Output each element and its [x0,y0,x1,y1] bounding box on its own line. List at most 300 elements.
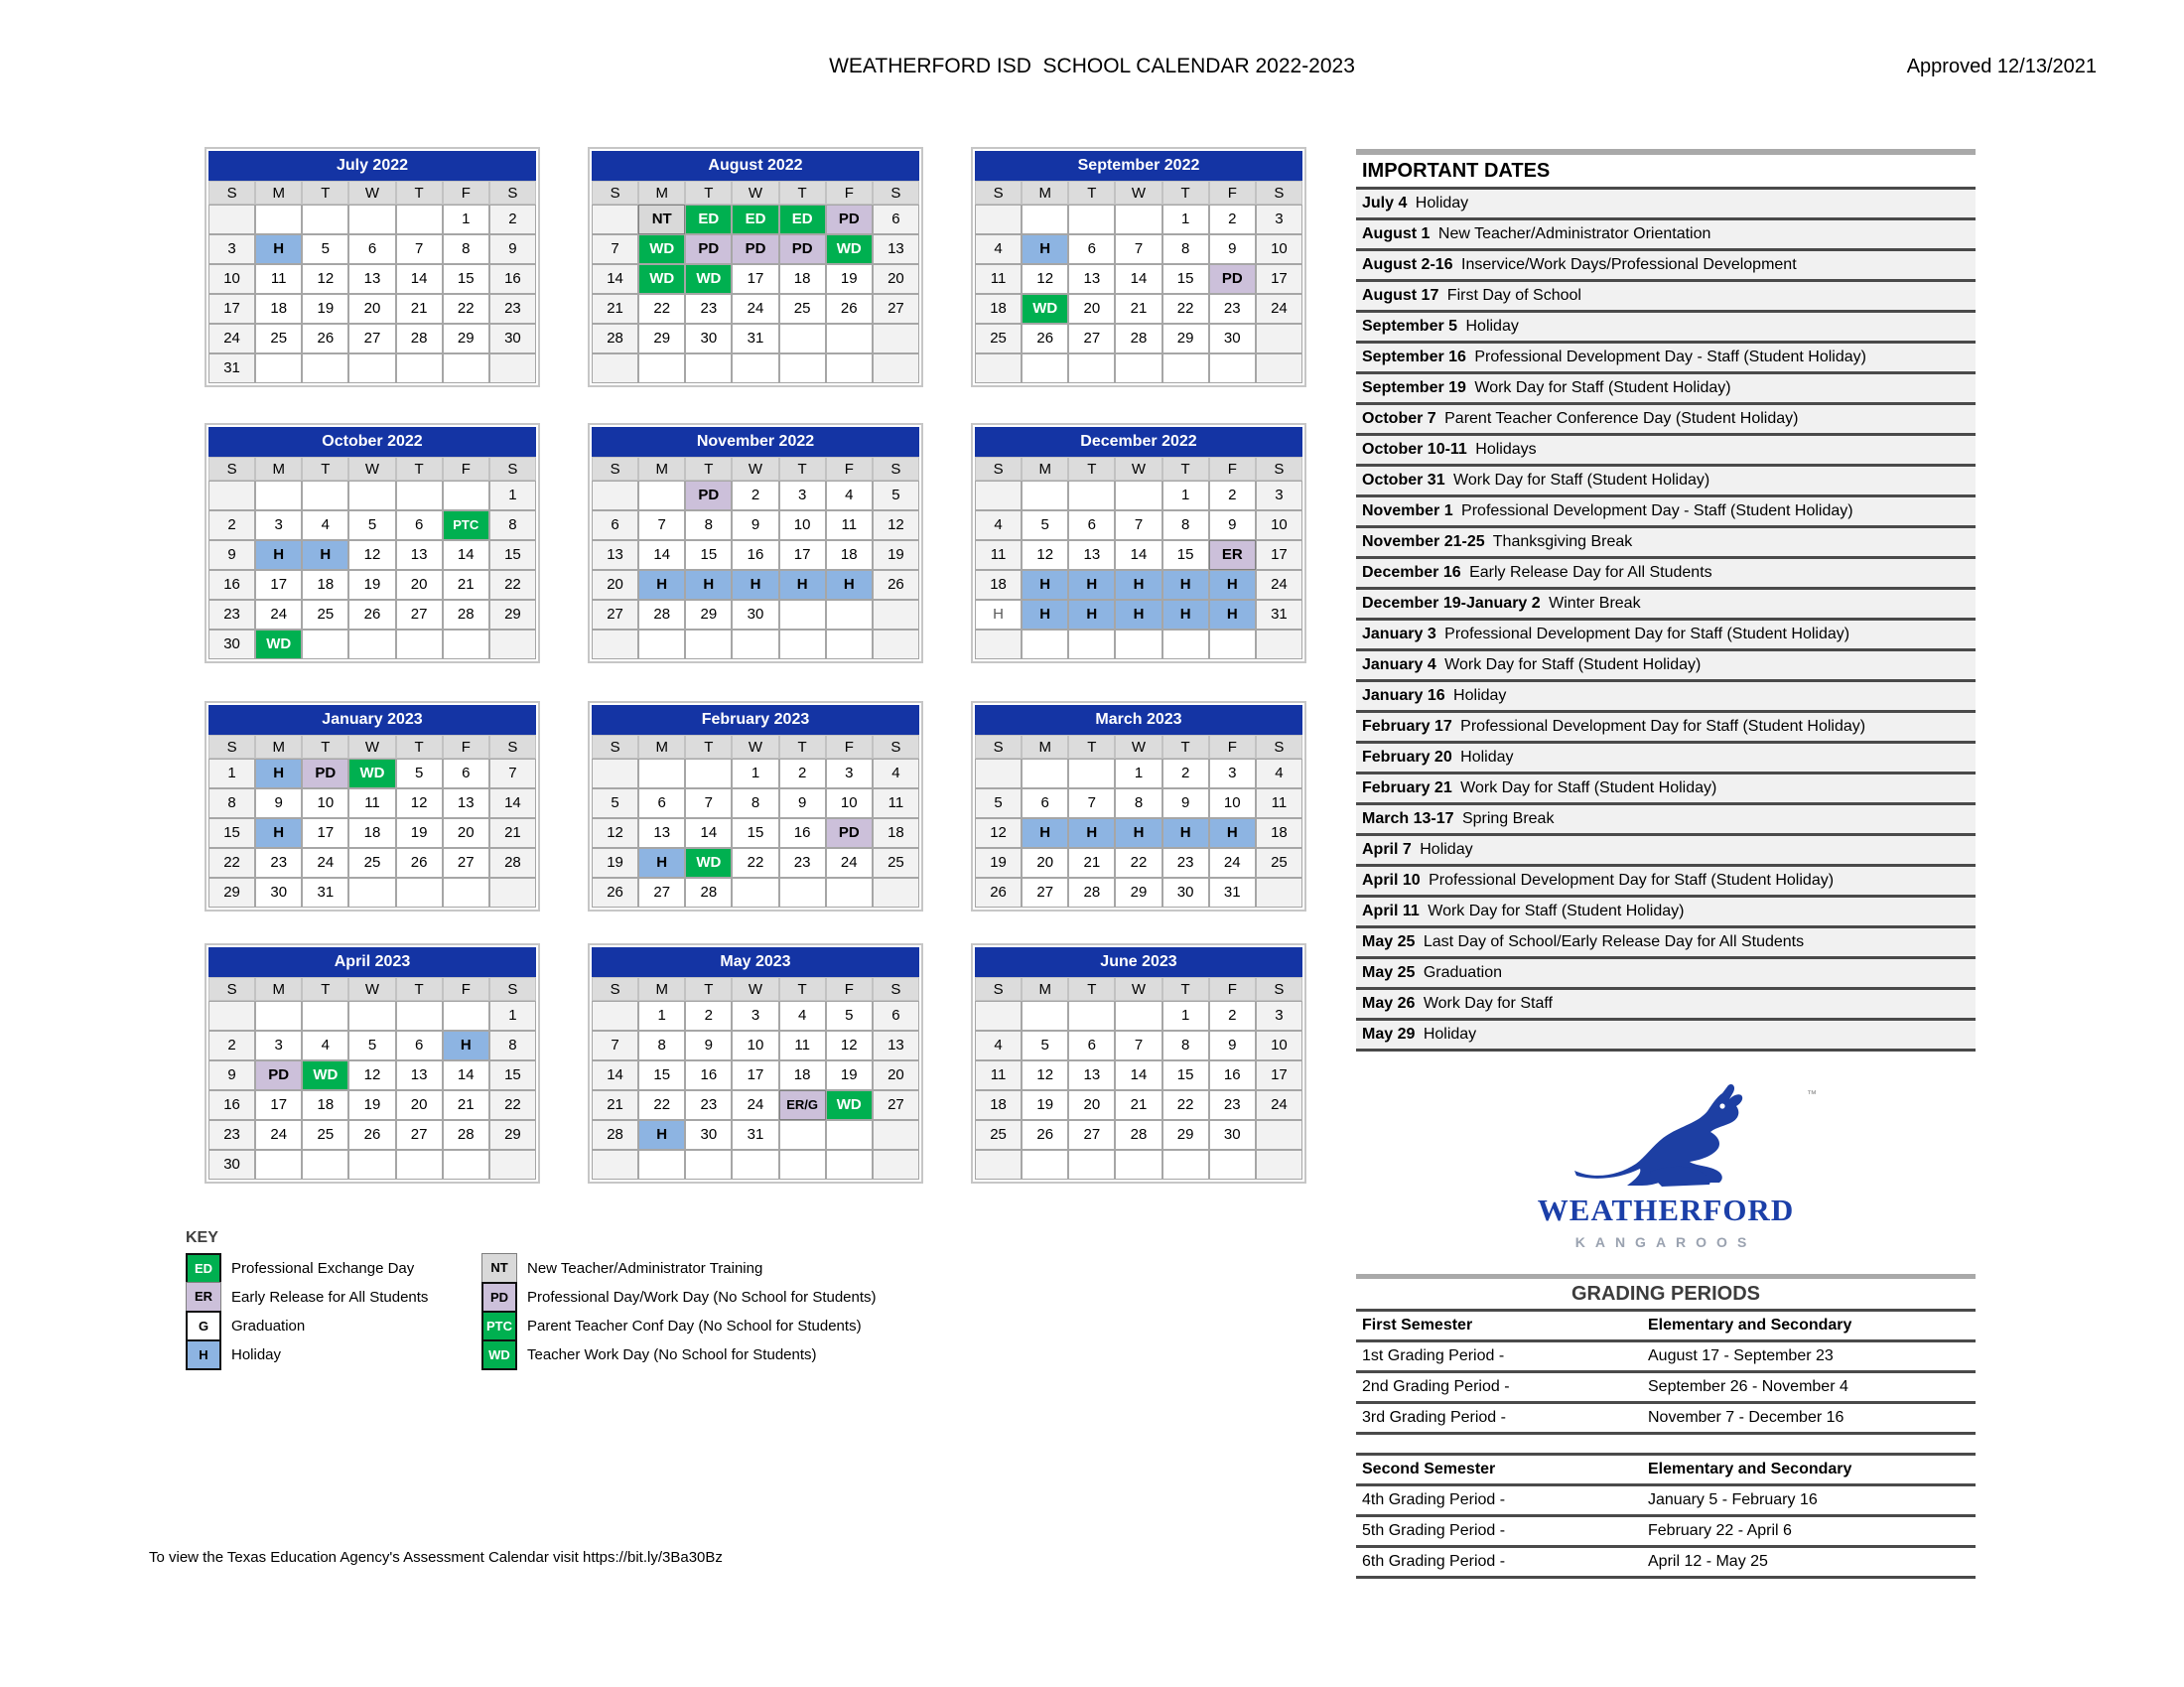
day-cell: 28 [489,848,536,878]
day-cell: ER [1209,540,1256,570]
important-date-row: May 25 Last Day of School/Early Release Day for All Students [1356,925,1976,956]
day-cell [1256,353,1302,383]
day-cell: 3 [1256,205,1302,234]
day-cell: 12 [302,264,348,294]
day-header-cell: W [732,181,778,205]
day-cell: 15 [208,818,255,848]
day-cell: 4 [975,510,1022,540]
day-cell: H [1068,570,1115,600]
day-cell: 28 [1068,878,1115,908]
important-dates-title: IMPORTANT DATES [1356,155,1976,187]
day-cell: 7 [1115,234,1161,264]
day-cell [1162,1150,1209,1180]
day-cell: 10 [1256,1031,1302,1060]
day-cell [443,1150,489,1180]
day-cell: 6 [1068,1031,1115,1060]
day-cell: 24 [826,848,873,878]
day-cell: 1 [489,1001,536,1031]
day-header-cell: M [638,977,685,1001]
day-cell [873,630,919,659]
day-cell: 3 [779,481,826,510]
day-cell: H [1022,234,1068,264]
day-header-cell: S [975,977,1022,1001]
day-cell: H [638,1120,685,1150]
important-date-row: August 1 New Teacher/Administrator Orientation [1356,217,1976,248]
day-cell: 20 [873,1060,919,1090]
day-cell: 13 [1068,1060,1115,1090]
day-cell: 28 [1115,324,1161,353]
day-cell [443,481,489,510]
day-cell: 30 [732,600,778,630]
day-cell: 8 [732,788,778,818]
day-cell: 29 [1115,878,1161,908]
day-cell: 12 [1022,1060,1068,1090]
day-cell: 9 [685,1031,732,1060]
day-cell: 11 [873,788,919,818]
day-cell [302,205,348,234]
important-date-row: October 31 Work Day for Staff (Student Holiday) [1356,464,1976,494]
day-cell: 19 [302,294,348,324]
day-cell: 1 [1162,1001,1209,1031]
day-cell [826,878,873,908]
day-header-cell: S [873,457,919,481]
day-cell: 26 [975,878,1022,908]
day-cell [396,1001,443,1031]
day-cell: 13 [348,264,395,294]
day-cell: 2 [1209,1001,1256,1031]
day-header-cell: S [592,977,638,1001]
day-cell: 3 [1209,759,1256,788]
day-cell [1209,353,1256,383]
key-item-nt [481,1253,877,1284]
day-cell: 20 [396,570,443,600]
day-cell: 30 [208,1150,255,1180]
day-cell: 29 [443,324,489,353]
day-header-cell: S [975,181,1022,205]
day-cell: 16 [208,570,255,600]
day-cell: 24 [732,294,778,324]
day-cell: 30 [1209,1120,1256,1150]
day-cell [489,353,536,383]
day-cell [1115,1150,1161,1180]
day-header-cell: S [873,735,919,759]
calendar-november-2022 [588,423,923,663]
day-cell: 11 [975,264,1022,294]
key-item-g [186,1311,481,1341]
day-cell: 1 [1115,759,1161,788]
day-cell [396,878,443,908]
day-cell: 7 [592,234,638,264]
calendar-row [205,147,1312,387]
calendar-day-grid [208,1001,536,1180]
grading-period-label: 1st Grading Period - [1362,1347,1505,1364]
day-header-cell: S [873,977,919,1001]
key-label: Teacher Work Day (No School for Students) [527,1346,817,1363]
day-cell: 19 [348,570,395,600]
day-cell: H [732,570,778,600]
day-cell: 6 [1022,788,1068,818]
day-cell: WD [255,630,302,659]
calendar-day-grid [975,205,1302,383]
day-cell: 13 [592,540,638,570]
day-header-cell: F [443,457,489,481]
day-cell: 23 [1209,294,1256,324]
day-cell: 24 [1256,570,1302,600]
key-column-left [186,1255,481,1370]
day-cell: 14 [489,788,536,818]
day-cell: 9 [208,540,255,570]
day-header-cell: T [302,977,348,1001]
key-label: Holiday [231,1346,282,1363]
day-cell: 10 [732,1031,778,1060]
day-cell: H [1022,600,1068,630]
calendar-august-2022 [588,147,923,387]
day-cell: 17 [255,570,302,600]
day-cell: 18 [826,540,873,570]
day-cell: 13 [1068,264,1115,294]
calendar-day-grid [975,1001,1302,1180]
day-cell: WD [348,759,395,788]
day-cell [1115,1001,1161,1031]
day-cell: WD [638,264,685,294]
day-cell: 30 [685,324,732,353]
day-cell: 29 [489,600,536,630]
key-legend [186,1229,877,1370]
day-header-cell: W [1115,181,1161,205]
day-cell: 8 [443,234,489,264]
day-cell: H [1068,600,1115,630]
day-header-cell: S [592,181,638,205]
day-header-cell: T [779,977,826,1001]
day-cell: 8 [1162,234,1209,264]
day-header-cell: S [975,735,1022,759]
day-cell: 6 [443,759,489,788]
day-cell [348,353,395,383]
important-date-row: May 26 Work Day for Staff [1356,987,1976,1018]
day-header-cell: S [1256,735,1302,759]
grading-period-label: 3rd Grading Period - [1362,1409,1506,1426]
day-cell: WD [826,1090,873,1120]
day-cell: 9 [208,1060,255,1090]
day-cell: 1 [1162,481,1209,510]
day-cell: 8 [685,510,732,540]
day-cell: 29 [685,600,732,630]
key-swatch-er: ER [186,1282,221,1313]
day-cell: WD [1022,294,1068,324]
day-cell: PD [302,759,348,788]
day-cell: 5 [348,510,395,540]
calendar-june-2023 [971,943,1306,1184]
day-header-cell: T [1162,457,1209,481]
day-cell: 31 [732,324,778,353]
day-cell: 19 [592,848,638,878]
calendar-month-title: February 2023 [592,705,919,735]
day-cell: 4 [873,759,919,788]
day-cell: 19 [873,540,919,570]
day-cell [638,1150,685,1180]
day-cell: 6 [396,510,443,540]
calendar-month-title: May 2023 [592,947,919,977]
day-cell: 15 [1162,1060,1209,1090]
day-cell: 4 [1256,759,1302,788]
day-cell: 24 [255,600,302,630]
day-header-cell: T [685,457,732,481]
day-cell: 9 [489,234,536,264]
day-cell: 21 [443,1090,489,1120]
day-cell [826,600,873,630]
day-header-cell: S [1256,181,1302,205]
day-cell: 19 [348,1090,395,1120]
day-header-cell: F [1209,181,1256,205]
day-cell [1068,481,1115,510]
day-cell: 13 [1068,540,1115,570]
day-cell: 20 [1022,848,1068,878]
day-cell: 6 [873,205,919,234]
day-header-cell: T [1162,977,1209,1001]
day-cell [255,1001,302,1031]
day-cell: 27 [592,600,638,630]
day-cell: H [1115,818,1161,848]
day-cell: 23 [779,848,826,878]
day-header-cell: F [443,735,489,759]
day-cell: 17 [1256,264,1302,294]
important-date-row: May 25 Graduation [1356,956,1976,987]
day-cell: 28 [638,600,685,630]
day-cell: 21 [443,570,489,600]
day-cell: 31 [732,1120,778,1150]
day-cell [779,630,826,659]
calendar-day-grid [975,481,1302,659]
day-cell [302,1001,348,1031]
day-cell: 4 [975,234,1022,264]
semester-column-header: Elementary and Secondary [1648,1461,1852,1477]
day-cell: PD [826,205,873,234]
day-cell: 16 [779,818,826,848]
day-cell: 22 [1162,1090,1209,1120]
day-cell: H [638,848,685,878]
day-cell [779,1150,826,1180]
day-cell: 28 [685,878,732,908]
day-cell: 5 [873,481,919,510]
calendar-day-headers [208,181,536,205]
day-cell: WD [638,234,685,264]
day-cell [592,353,638,383]
day-cell: H [1209,818,1256,848]
calendar-day-headers [208,735,536,759]
grading-period-row [1356,1373,1976,1404]
day-header-cell: M [1022,735,1068,759]
day-cell [1022,481,1068,510]
day-cell: 23 [1209,1090,1256,1120]
day-cell: 15 [489,540,536,570]
day-cell: 22 [1115,848,1161,878]
day-cell: 28 [396,324,443,353]
calendar-day-grid [592,1001,919,1180]
day-header-cell: S [1256,977,1302,1001]
day-cell [685,759,732,788]
day-cell: 22 [1162,294,1209,324]
day-cell: 3 [732,1001,778,1031]
day-header-cell: M [255,735,302,759]
day-cell: 30 [208,630,255,659]
day-cell: 12 [873,510,919,540]
day-cell [826,630,873,659]
day-cell: 24 [302,848,348,878]
day-cell [348,1001,395,1031]
key-item-ed [186,1253,481,1284]
day-cell: 15 [489,1060,536,1090]
day-cell [1022,1001,1068,1031]
day-cell [873,1120,919,1150]
day-cell: 7 [1115,1031,1161,1060]
day-cell: 11 [826,510,873,540]
day-cell: 21 [592,1090,638,1120]
day-cell [1022,759,1068,788]
day-cell: 29 [1162,1120,1209,1150]
day-cell: 17 [779,540,826,570]
day-header-cell: T [302,181,348,205]
day-cell: 14 [592,264,638,294]
day-cell: 1 [638,1001,685,1031]
important-date-row: January 16 Holiday [1356,679,1976,710]
day-header-cell: F [1209,977,1256,1001]
day-cell: H [638,570,685,600]
calendar-may-2023 [588,943,923,1184]
day-cell: 30 [1209,324,1256,353]
day-cell [489,878,536,908]
important-date-row: September 16 Professional Development Day - Staff (Student Holiday) [1356,341,1976,371]
day-cell: 3 [1256,1001,1302,1031]
day-cell: 24 [208,324,255,353]
day-cell [1068,205,1115,234]
day-cell: 5 [1022,510,1068,540]
day-cell: 21 [489,818,536,848]
important-date-row: September 5 Holiday [1356,310,1976,341]
day-cell: H [255,234,302,264]
day-header-cell: T [396,977,443,1001]
day-cell: 10 [1209,788,1256,818]
day-cell: 3 [1256,481,1302,510]
key-label: Parent Teacher Conf Day (No School for Students) [527,1318,862,1335]
calendar-day-headers [975,457,1302,481]
day-header-cell: S [1256,457,1302,481]
key-item-er [186,1282,481,1313]
key-label: Early Release for All Students [231,1289,429,1306]
grading-period-range: February 22 - April 6 [1648,1522,1792,1539]
day-cell: 2 [1209,205,1256,234]
day-cell: WD [685,264,732,294]
day-cell: 23 [685,1090,732,1120]
important-date-row: March 13-17 Spring Break [1356,802,1976,833]
day-cell: 20 [1068,294,1115,324]
day-cell: PD [255,1060,302,1090]
day-cell [208,205,255,234]
day-cell: 22 [732,848,778,878]
day-cell: 25 [348,848,395,878]
day-cell: 6 [396,1031,443,1060]
day-cell: 27 [873,1090,919,1120]
day-cell: 27 [873,294,919,324]
grading-period-range: November 7 - December 16 [1648,1409,1844,1426]
day-cell: 5 [826,1001,873,1031]
important-dates-list [1356,187,1976,1049]
day-cell [489,630,536,659]
day-cell: H [1022,570,1068,600]
day-cell: 17 [732,264,778,294]
day-cell [592,481,638,510]
calendar-day-headers [208,977,536,1001]
day-header-cell: F [1209,735,1256,759]
day-cell: 2 [489,205,536,234]
day-cell: 22 [638,1090,685,1120]
day-cell: 18 [975,1090,1022,1120]
day-cell [975,481,1022,510]
day-cell [975,759,1022,788]
day-cell: 23 [208,1120,255,1150]
approved-date: Approved 12/13/2021 [1906,56,2097,77]
day-cell: 11 [348,788,395,818]
day-cell: 18 [975,294,1022,324]
important-date-row: August 2-16 Inservice/Work Days/Professional Development [1356,248,1976,279]
important-date-row: September 19 Work Day for Staff (Student Holiday) [1356,371,1976,402]
calendar-day-grid [592,481,919,659]
important-date-row: April 11 Work Day for Staff (Student Holiday) [1356,895,1976,925]
day-cell: 12 [1022,540,1068,570]
day-cell: 27 [396,1120,443,1150]
day-cell: 2 [1162,759,1209,788]
key-swatch-ed: ED [186,1253,221,1284]
day-cell: 23 [685,294,732,324]
day-cell: 5 [975,788,1022,818]
day-header-cell: T [1068,977,1115,1001]
day-cell: 19 [826,264,873,294]
day-cell: 18 [873,818,919,848]
day-cell: NT [638,205,685,234]
semester-header-row [1356,1312,1976,1342]
day-cell: 23 [1162,848,1209,878]
day-header-cell: S [975,457,1022,481]
district-logo [1356,1079,1976,1250]
day-cell [873,324,919,353]
day-cell [732,353,778,383]
day-cell [592,1150,638,1180]
day-cell: 18 [302,570,348,600]
day-cell: ED [732,205,778,234]
important-date-row: February 20 Holiday [1356,741,1976,772]
day-cell: 22 [208,848,255,878]
day-cell [396,205,443,234]
day-cell: H [779,570,826,600]
day-cell: 17 [1256,1060,1302,1090]
day-cell: 25 [975,324,1022,353]
day-cell: 8 [1162,510,1209,540]
day-cell: 8 [208,788,255,818]
grading-periods [1356,1274,1976,1579]
day-cell: 13 [396,540,443,570]
calendar-february-2023 [588,701,923,912]
day-header-cell: M [1022,181,1068,205]
day-cell: 16 [732,540,778,570]
day-cell: 18 [255,294,302,324]
day-cell: H [826,570,873,600]
day-header-cell: S [489,457,536,481]
semester-name: First Semester [1362,1317,1473,1334]
day-cell [1115,481,1161,510]
calendar-month-title: October 2022 [208,427,536,457]
day-cell: 21 [1115,1090,1161,1120]
day-header-cell: T [396,181,443,205]
grading-period-row [1356,1404,1976,1435]
